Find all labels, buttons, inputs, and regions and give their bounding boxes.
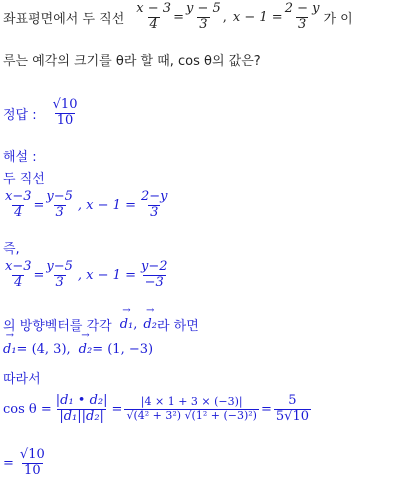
answer-label: 정답 : xyxy=(3,107,37,123)
question-line-2: 루는 예각의 크기를 θ라 할 때, cos θ의 값은? xyxy=(3,54,261,69)
question-line-1: 좌표평면에서 두 직선 $\frac{x - 3}{4}$ = $\frac{y - 5}{3}$ , x − 1 = $\frac{2 - y}{3}$ 가 이 xyxy=(3,1,353,32)
solution-step-4: 따라서 xyxy=(3,372,41,387)
final-result: = $\frac{√10}{10}$ xyxy=(3,447,45,478)
equation-2: $\frac{x-3}{4}$ = $\frac{y-5}{3}$ , x − 1 = $\frac{y-2}{-3}$ xyxy=(5,259,168,290)
cos-equation: cos θ = $\frac{\text{|d₁ • d₂|}}{\text{|d₁||d₂|}}$ = $\frac{|4 \times 1 + 3 \times (-3)|}{\text{√(4² + 3²) √(1² + (−3)²)}}$ = $\frac{5}{5√10}$ xyxy=(3,393,309,424)
answer-block xyxy=(3,98,79,129)
solution-label: 해설 : xyxy=(3,150,37,165)
vector-d2: → d₂ xyxy=(143,317,157,332)
vector-d1: → d₁ xyxy=(120,317,134,332)
fraction-1: $\frac{x - 3}{4}$ xyxy=(136,1,172,32)
equation-1: $\frac{x-3}{4}$ = $\frac{y-5}{3}$ , x − 1 = $\frac{2-y}{3}$ xyxy=(5,189,168,220)
answer-fraction: $\frac{√10}{10}$ xyxy=(52,97,78,128)
fraction-2: $\frac{y - 5}{3}$ xyxy=(185,1,221,32)
question-prefix: 좌표평면에서 두 직선 xyxy=(3,11,125,27)
solution-step-1: 두 직선 xyxy=(3,172,45,187)
solution-step-3: 의 방향벡터를 각각 → d₁ , → d₂ 라 하면 xyxy=(3,315,199,334)
solution-step-2: 즉, xyxy=(3,242,20,257)
vector-values: → d₁ = (4, 3), → d₂ = (1, −3) xyxy=(3,342,153,357)
fraction-3: $\frac{2 - y}{3}$ xyxy=(284,1,320,32)
